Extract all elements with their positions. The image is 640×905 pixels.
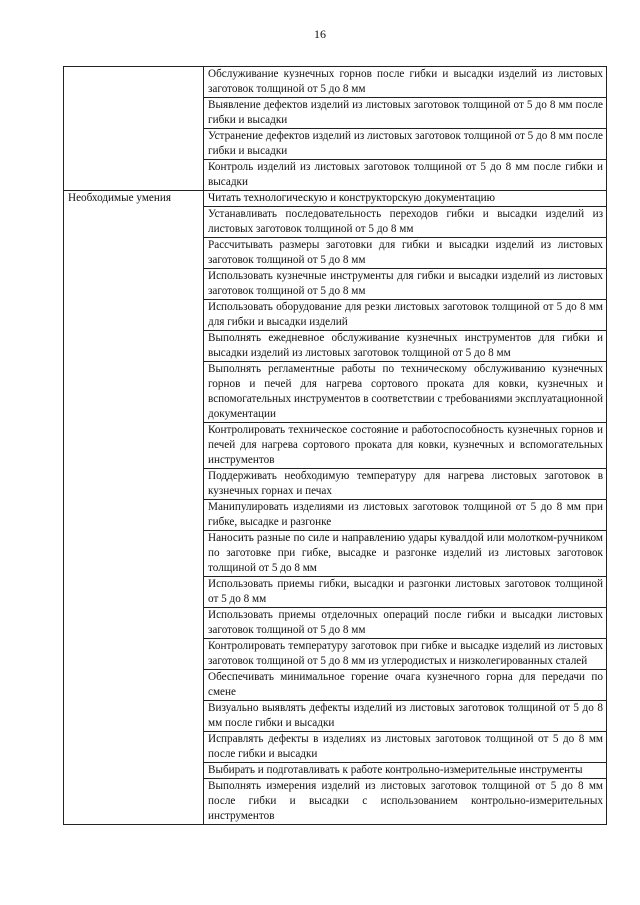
table-cell-description: Использовать оборудование для резки листовых заготовок толщиной от 5 до 8 мм для гибки и высадки изделий <box>204 300 607 331</box>
table-cell-description: Использовать приемы гибки, высадки и разгонки листовых заготовок толщиной от 5 до 8 мм <box>204 577 607 608</box>
table-cell-description: Контролировать температуру заготовок при гибке и высадке изделий из листовых заготовок толщиной от 5 до 8 мм из углеродистых и низколегированных сталей <box>204 639 607 670</box>
table-cell-description: Обслуживание кузнечных горнов после гибки и высадки изделий из листовых заготовок толщиной от 5 до 8 мм <box>204 67 607 98</box>
table-row <box>64 67 607 98</box>
table-cell-description: Рассчитывать размеры заготовки для гибки и высадки изделий из листовых заготовок толщиной от 5 до 8 мм <box>204 238 607 269</box>
table-cell-description: Обеспечивать минимальное горение очага кузнечного горна для передачи по смене <box>204 670 607 701</box>
table-cell-description: Выявление дефектов изделий из листовых заготовок толщиной от 5 до 8 мм после гибки и высадки <box>204 98 607 129</box>
table-cell-description: Манипулировать изделиями из листовых заготовок толщиной от 5 до 8 мм при гибке, высадке и разгонке <box>204 500 607 531</box>
table-cell-description: Визуально выявлять дефекты изделий из листовых заготовок толщиной от 5 до 8 мм после гибки и высадки <box>204 701 607 732</box>
table-cell-description: Устанавливать последовательность переходов гибки и высадки изделий из листовых заготовок толщиной от 5 до 8 мм <box>204 207 607 238</box>
table-cell-description: Устранение дефектов изделий из листовых заготовок толщиной от 5 до 8 мм после гибки и высадки <box>204 129 607 160</box>
skills-label: Необходимые умения <box>68 192 171 204</box>
table-cell-description: Поддерживать необходимую температуру для нагрева листовых заготовок в кузнечных горнах и печах <box>204 469 607 500</box>
requirements-table <box>63 66 607 825</box>
table-cell-description: Читать технологическую и конструкторскую документацию <box>204 191 607 207</box>
table-cell-description: Наносить разные по силе и направлению удары кувалдой или молотком-ручником по заготовке при гибке, высадке и разгонке изделий из листовых заготовок толщиной от 5 до 8 мм <box>204 531 607 577</box>
table-cell-description: Контролировать техническое состояние и работоспособность кузнечных горнов и печей для нагрева сортового проката для ковки, кузнечных и вспомогательных инструментов <box>204 423 607 469</box>
table-cell-description: Использовать приемы отделочных операций после гибки и высадки листовых заготовок толщиной от 5 до 8 мм <box>204 608 607 639</box>
table-cell-description: Выбирать и подготавливать к работе контрольно-измерительные инструменты <box>204 763 607 779</box>
table-cell-description: Выполнять ежедневное обслуживание кузнечных инструментов для гибки и высадки изделий из листовых заготовок толщиной от 5 до 8 мм <box>204 331 607 362</box>
table-cell-label-continued <box>64 67 204 191</box>
table-body <box>64 67 607 825</box>
table-row <box>64 191 607 207</box>
page-number: 16 <box>314 27 326 41</box>
table-cell-description: Исправлять дефекты в изделиях из листовых заготовок толщиной от 5 до 8 мм после гибки и высадки <box>204 732 607 763</box>
table-cell-description: Контроль изделий из листовых заготовок толщиной от 5 до 8 мм после гибки и высадки <box>204 160 607 191</box>
skills-label-cell <box>64 191 204 825</box>
table-cell-description: Выполнять регламентные работы по техническому обслуживанию кузнечных горнов и печей для нагрева сортового проката для ковки, кузнечных и вспомогательных инструментов в соответствии с требованиями эксплуатационной документации <box>204 362 607 423</box>
table-cell-description: Выполнять измерения изделий из листовых заготовок толщиной от 5 до 8 мм после гибки и высадки с использованием контрольно-измерительных инструментов <box>204 779 607 825</box>
table-cell-description: Использовать кузнечные инструменты для гибки и высадки изделий из листовых заготовок толщиной от 5 до 8 мм <box>204 269 607 300</box>
